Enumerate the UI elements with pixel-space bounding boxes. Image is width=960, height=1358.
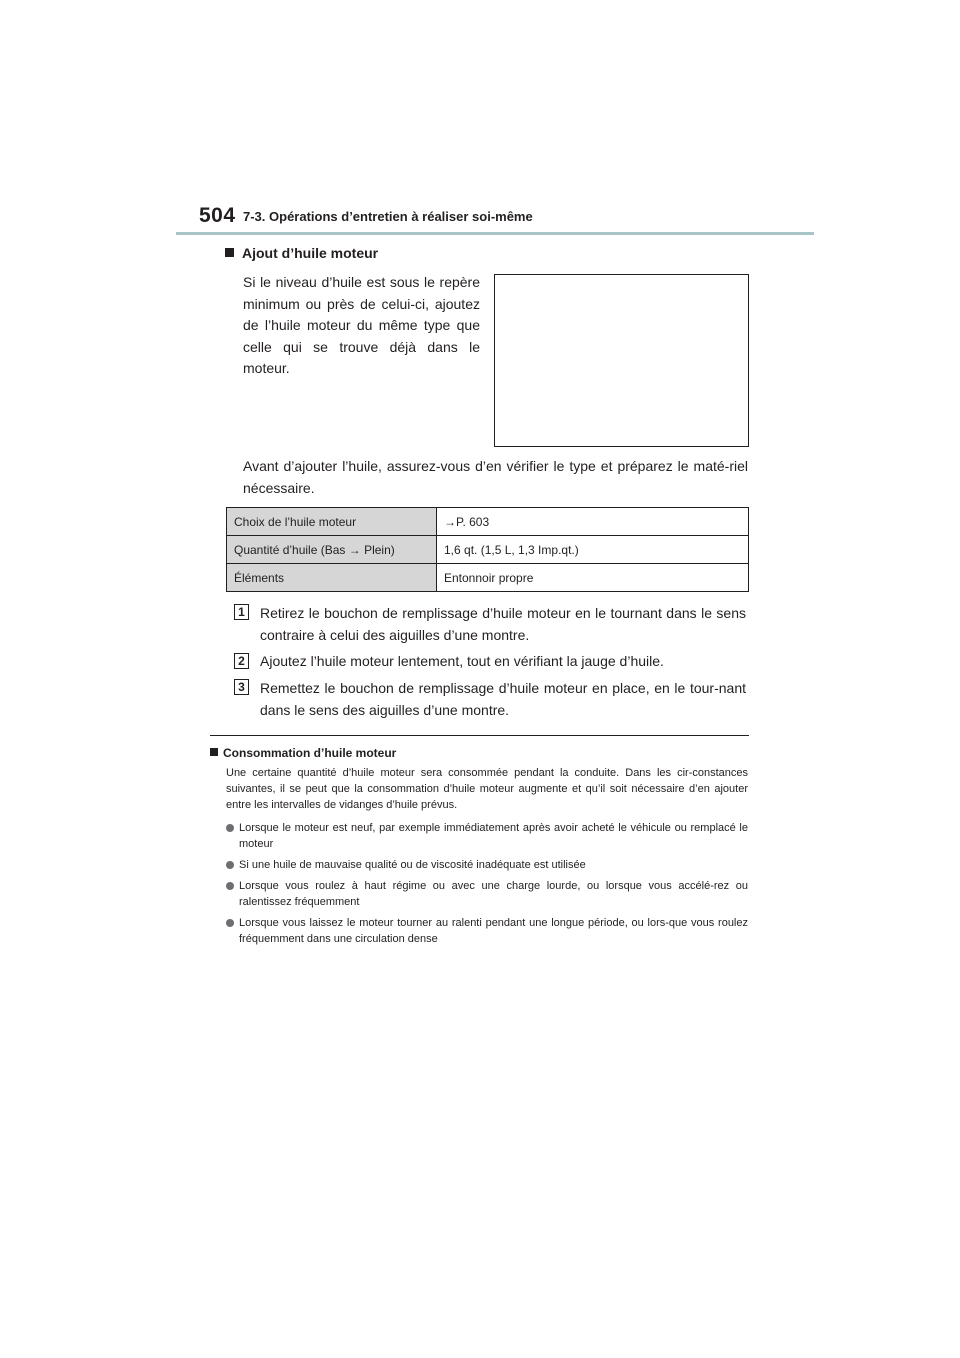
notes-heading-text: Consommation d’huile moteur: [223, 746, 397, 760]
figure-placeholder: [494, 274, 749, 447]
divider: [210, 735, 749, 736]
step-number-3: 3: [234, 679, 249, 695]
page-number: 504: [199, 204, 236, 227]
section-title: 7-3. Opérations d’entretien à réaliser soi-même: [243, 209, 533, 224]
section-heading: [225, 245, 378, 261]
table-value-cell: 1,6 qt. (1,5 L, 1,3 Imp.qt.): [437, 536, 749, 564]
bullet-dot-icon: [226, 882, 234, 890]
table-label-cell: Éléments: [227, 564, 437, 592]
header-rule: [176, 232, 814, 235]
table-row: [227, 508, 749, 536]
section-heading-text: Ajout d’huile moteur: [242, 245, 379, 261]
preparation-paragraph: Avant d’ajouter l’huile, assurez-vous d’en vérifier le type et préparez le maté-riel nécessaire.: [243, 458, 748, 496]
notes-heading: [210, 746, 396, 760]
list-item-text: Si une huile de mauvaise qualité ou de viscosité inadéquate est utilisée: [239, 859, 586, 871]
square-bullet-icon: [225, 248, 234, 257]
notes-intro: Une certaine quantité d’huile moteur sera consommée pendant la conduite. Dans les cir-constances suivantes, il se peut que la consommation d’huile moteur augmente et qu’il soit nécessaire d’en ajouter entre les intervalles de vidanges d’huile prévus.: [226, 767, 748, 811]
list-item: [226, 878, 748, 910]
bullet-dot-icon: [226, 824, 234, 832]
table-row: [227, 536, 749, 564]
table-row: [227, 564, 749, 592]
step-text-3: Remettez le bouchon de remplissage d’huile moteur en place, en le tour-nant dans le sens des aiguilles d’une montre.: [260, 680, 746, 718]
list-item: [226, 857, 748, 873]
step-text-1: Retirez le bouchon de remplissage d’huile moteur en le tournant dans le sens contraire à celui des aiguilles d’une montre.: [260, 605, 746, 643]
list-item: [226, 915, 748, 947]
step-text-2: Ajoutez l’huile moteur lentement, tout en vérifiant la jauge d’huile.: [260, 653, 664, 669]
step-number-1: 1: [234, 604, 249, 620]
list-item: [226, 820, 748, 852]
list-item-text: Lorsque vous laissez le moteur tourner au ralenti pendant une longue période, ou lors-que vous roulez fréquemment dans une circulation dense: [239, 917, 748, 945]
oil-spec-table: [226, 507, 749, 592]
table-value-cell: Entonnoir propre: [437, 564, 749, 592]
square-bullet-icon: [210, 748, 218, 756]
table-label-cell: Quantité d’huile (Bas → Plein): [227, 536, 437, 564]
bullet-dot-icon: [226, 919, 234, 927]
table-label-cell: Choix de l’huile moteur: [227, 508, 437, 536]
bullet-dot-icon: [226, 861, 234, 869]
list-item-text: Lorsque vous roulez à haut régime ou avec une charge lourde, ou lorsque vous accélé-rez ou ralentissez fréquemment: [239, 880, 748, 908]
table-value-cell: →P. 603: [437, 508, 749, 536]
step-number-2: 2: [234, 653, 249, 669]
intro-paragraph: Si le niveau d’huile est sous le repère minimum ou près de celui-ci, ajoutez de l’huile moteur du même type que celle qui se trouve déjà dans le moteur.: [243, 274, 480, 377]
list-item-text: Lorsque le moteur est neuf, par exemple immédiatement après avoir acheté le véhicule ou remplacé le moteur: [239, 822, 748, 850]
